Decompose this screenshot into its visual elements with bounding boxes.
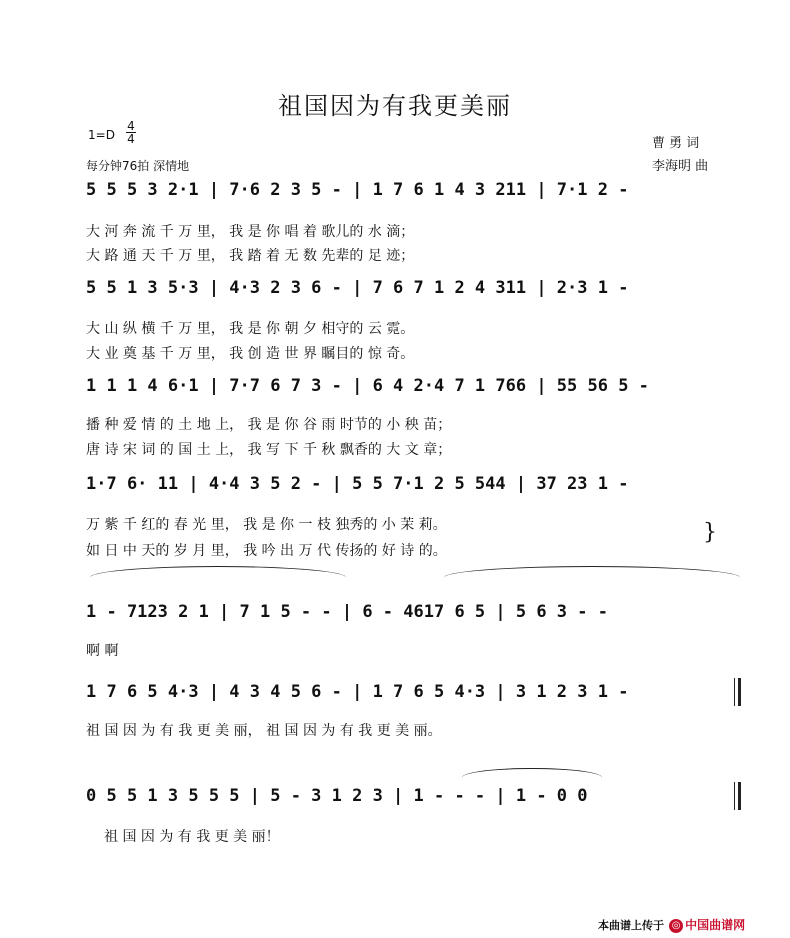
- phrase-slur-1: [90, 566, 346, 589]
- repeat-bar-thin: [734, 678, 735, 706]
- lyric-line-2b: 大 业 奠 基 千 万 里， 我 创 造 世 界 瞩目的 惊 奇。: [86, 346, 415, 362]
- final-bar-thick: [738, 782, 741, 810]
- phrase-slur-3: [462, 768, 602, 787]
- key: 1=D: [88, 128, 115, 142]
- final-bar-thin: [734, 782, 735, 810]
- lyric-line-1b: 大 路 通 天 千 万 里， 我 踏 着 无 数 先辈的 足 迹；: [86, 248, 415, 264]
- lyric-line-6: 祖 国 因 为 有 我 更 美 丽， 祖 国 因 为 有 我 更 美 丽。: [86, 723, 442, 739]
- lyric-line-1a: 大 河 奔 流 千 万 里， 我 是 你 唱 着 歌儿的 水 滴；: [86, 224, 415, 240]
- lyric-line-7: 祖 国 因 为 有 我 更 美 丽！: [104, 829, 280, 845]
- site-logo[interactable]: [669, 918, 745, 932]
- logo-icon: ◎: [669, 919, 683, 933]
- key-signature: [88, 128, 115, 142]
- lyric-line-4a: 万 紫 千 红的 春 光 里， 我 是 你 一 枝 独秀的 小 茉 莉。: [86, 517, 447, 533]
- time-bottom: 4: [127, 132, 135, 146]
- notation-line-5: 1 - 7123 2 1 | 7 1 5 - - | 6 - 4617 6 5 | 5 6 3 - -: [86, 602, 608, 622]
- lyric-line-3a: 播 种 爱 情 的 土 地 上， 我 是 你 谷 雨 时节的 小 秧 苗；: [86, 417, 452, 433]
- song-title: 祖国因为有我更美丽: [278, 92, 512, 120]
- notation-line-6: 1 7 6 5 4·3 | 4 3 4 5 6 - | 1 7 6 5 4·3 | 3 1 2 3 1 -: [86, 682, 629, 702]
- upload-text: 本曲谱上传于: [598, 919, 664, 932]
- lyric-line-2a: 大 山 纵 横 千 万 里， 我 是 你 朝 夕 相守的 云 霓。: [86, 321, 415, 337]
- lyric-line-5: 啊 啊: [86, 643, 119, 659]
- logo-text: 中国曲谱网: [685, 918, 746, 932]
- notation-line-2: 5 5 1 3 5·3 | 4·3 2 3 6 - | 7 6 7 1 2 4 311 | 2·3 1 -: [86, 278, 629, 298]
- time-signature: [126, 120, 136, 145]
- verse-brace: }: [703, 520, 717, 545]
- time-top: 4: [127, 119, 135, 133]
- notation-line-3: 1 1 1 4 6·1 | 7·7 6 7 3 - | 6 4 2·4 7 1 766 | 55 56 5 -: [86, 376, 649, 396]
- footer: [598, 914, 745, 933]
- notation-line-4: 1·7 6· 11 | 4·4 3 5 2 - | 5 5 7·1 2 5 544 | 37 23 1 -: [86, 474, 629, 494]
- notation-line-1: 5 5 5 3 2·1 | 7·6 2 3 5 - | 1 7 6 1 4 3 211 | 7·1 2 -: [86, 180, 629, 200]
- lyricist: 曹 勇 词: [652, 136, 700, 151]
- lyric-line-3b: 唐 诗 宋 词 的 国 土 上， 我 写 下 千 秋 飘香的 大 文 章；: [86, 442, 452, 458]
- repeat-bar-thick: [738, 678, 741, 706]
- lyric-line-4b: 如 日 中 天的 岁 月 里， 我 吟 出 万 代 传扬的 好 诗 的。: [86, 543, 447, 559]
- composer: 李海明 曲: [652, 159, 709, 174]
- notation-line-7: 0 5 5 1 3 5 5 5 | 5 - 3 1 2 3 | 1 - - - | 1 - 0 0: [86, 786, 588, 806]
- phrase-slur-2: [444, 566, 740, 589]
- tempo-note: 每分钟76拍 深情地: [86, 159, 190, 173]
